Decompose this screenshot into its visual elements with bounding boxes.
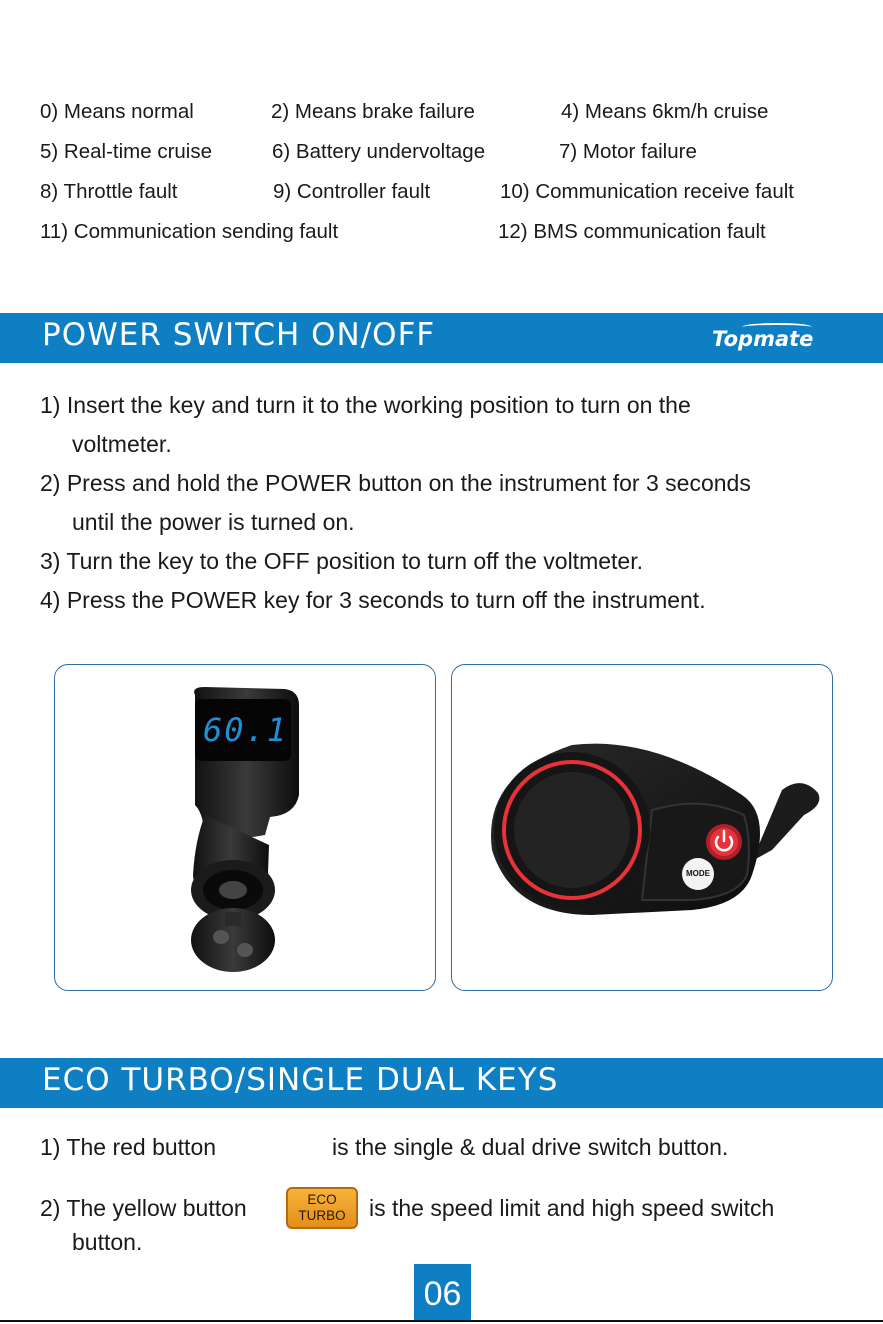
red-button-text: 1) The red button [40, 1134, 217, 1160]
voltmeter-reading: 60.1 [203, 711, 289, 749]
page-number: 06 [414, 1264, 471, 1320]
fault-code: 5) Real-time cruise [40, 140, 213, 163]
step-text: 1) Insert the key and turn it to the working position to turn on the [40, 392, 691, 418]
fault-code-row [40, 220, 870, 260]
fault-code: 7) Motor failure [559, 140, 697, 163]
brand-logo: Topmate [712, 327, 814, 351]
section-banner-eco [0, 1058, 883, 1108]
step-item [40, 542, 880, 581]
fault-code: 10) Communication receive fault [500, 180, 794, 203]
eco-label: ECO [307, 1192, 337, 1207]
fault-code: 4) Means 6km/h cruise [561, 100, 769, 123]
fault-code-list [40, 100, 870, 260]
power-steps [40, 386, 880, 620]
voltmeter-throttle-image [54, 664, 436, 991]
section-banner-power [0, 313, 883, 363]
step-item [40, 464, 880, 542]
step-item [40, 581, 880, 620]
turbo-label: TURBO [298, 1208, 346, 1223]
fault-code: 8) Throttle fault [40, 180, 178, 203]
step-text: 4) Press the POWER key for 3 seconds to turn off the instrument. [40, 587, 706, 613]
fault-code: 6) Battery undervoltage [272, 140, 486, 163]
yellow-button-text-continued: button. [72, 1229, 143, 1255]
yellow-button-text: 2) The yellow button [40, 1195, 247, 1221]
yellow-button-description-cont [72, 1229, 142, 1256]
red-button-description-suffix [332, 1134, 728, 1161]
mode-button-label: MODE [686, 869, 710, 878]
display-instrument-image [451, 664, 833, 991]
fault-code-row [40, 100, 870, 140]
section-title: POWER SWITCH ON/OFF [42, 317, 436, 353]
fault-code-row [40, 180, 870, 220]
step-item [40, 386, 880, 464]
fault-code-row [40, 140, 870, 180]
display-instrument-illustration [452, 665, 832, 990]
fault-code: 0) Means normal [40, 100, 194, 123]
step-text: 2) Press and hold the POWER button on the instrument for 3 seconds [40, 470, 751, 496]
yellow-button-text-suffix: is the speed limit and high speed switch [369, 1195, 775, 1221]
fault-code: 2) Means brake failure [271, 100, 475, 123]
power-icon [706, 824, 742, 860]
yellow-button-description [40, 1195, 247, 1222]
eco-turbo-button-icon [286, 1187, 358, 1229]
section-title: ECO TURBO/SINGLE DUAL KEYS [42, 1062, 559, 1098]
yellow-button-description-suffix [369, 1195, 774, 1222]
step-text-continued: until the power is turned on. [72, 509, 355, 535]
fault-code: 9) Controller fault [273, 180, 431, 203]
fault-code: 12) BMS communication fault [498, 220, 766, 243]
fault-code: 11) Communication sending fault [40, 220, 339, 243]
red-button-description [40, 1134, 216, 1161]
bottom-divider [0, 1320, 883, 1322]
red-button-text-suffix: is the single & dual drive switch button. [332, 1134, 729, 1160]
step-text-continued: voltmeter. [72, 431, 172, 457]
step-text: 3) Turn the key to the OFF position to turn off the voltmeter. [40, 548, 643, 574]
